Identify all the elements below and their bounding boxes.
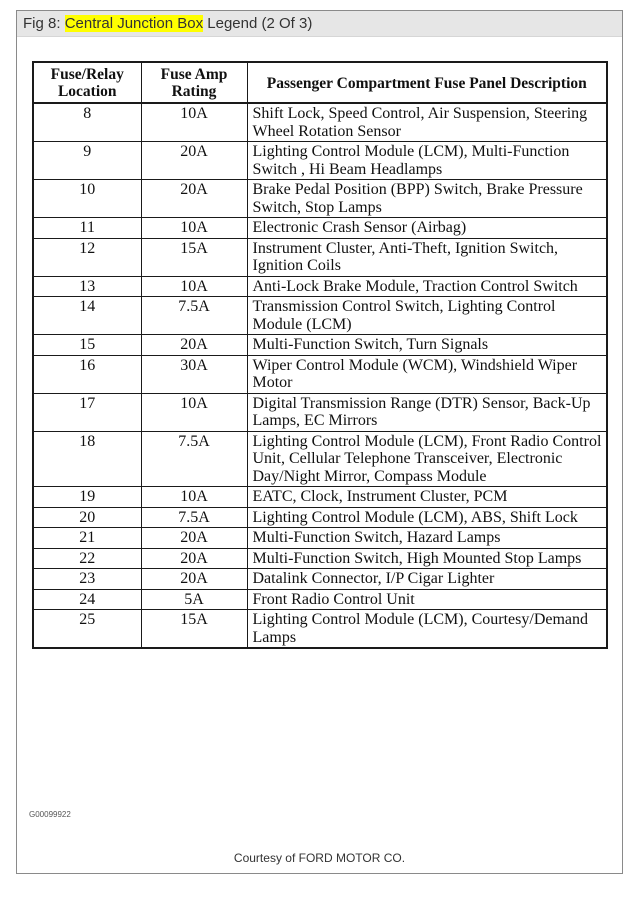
fuse-description-cell: Instrument Cluster, Anti-Theft, Ignition Switch, Ignition Coils [247,238,607,276]
header-rating: Fuse Amp Rating [141,62,247,103]
header-description: Passenger Compartment Fuse Panel Description [247,62,607,103]
fuse-description-cell: Datalink Connector, I/P Cigar Lighter [247,569,607,590]
fuse-location-cell: 11 [33,218,141,239]
fuse-rating-cell: 10A [141,103,247,142]
fuse-location-cell: 8 [33,103,141,142]
fuse-rating-cell: 20A [141,528,247,549]
fuse-legend-table [32,61,608,649]
fuse-rating-cell: 15A [141,238,247,276]
table-row [33,431,607,487]
fuse-location-cell: 21 [33,528,141,549]
fuse-location-cell: 16 [33,355,141,393]
table-header-row [33,62,607,103]
table-row [33,180,607,218]
caption-suffix: Legend (2 Of 3) [203,15,313,32]
fuse-description-cell: EATC, Clock, Instrument Cluster, PCM [247,487,607,508]
fuse-rating-cell: 10A [141,487,247,508]
fuse-location-cell: 22 [33,548,141,569]
fuse-rating-cell: 20A [141,569,247,590]
fuse-rating-cell: 7.5A [141,431,247,487]
fuse-rating-cell: 5A [141,589,247,610]
fuse-rating-cell: 15A [141,610,247,649]
fuse-description-cell: Multi-Function Switch, Hazard Lamps [247,528,607,549]
table-row [33,218,607,239]
fuse-rating-cell: 20A [141,142,247,180]
fuse-location-cell: 15 [33,335,141,356]
figure-frame [16,10,623,874]
fuse-location-cell: 20 [33,507,141,528]
fuse-location-cell: 19 [33,487,141,508]
fuse-description-cell: Shift Lock, Speed Control, Air Suspension, Steering Wheel Rotation Sensor [247,103,607,142]
fuse-description-cell: Digital Transmission Range (DTR) Sensor, Back-Up Lamps, EC Mirrors [247,393,607,431]
fuse-location-cell: 23 [33,569,141,590]
fuse-location-cell: 13 [33,276,141,297]
fuse-description-cell: Multi-Function Switch, Turn Signals [247,335,607,356]
fuse-rating-cell: 7.5A [141,507,247,528]
table-row [33,589,607,610]
table-row [33,355,607,393]
fuse-description-cell: Lighting Control Module (LCM), ABS, Shift Lock [247,507,607,528]
fuse-rating-cell: 30A [141,355,247,393]
fuse-rating-cell: 20A [141,180,247,218]
table-row [33,297,607,335]
fuse-location-cell: 25 [33,610,141,649]
table-row [33,393,607,431]
table-row [33,276,607,297]
fuse-description-cell: Multi-Function Switch, High Mounted Stop Lamps [247,548,607,569]
fuse-location-cell: 17 [33,393,141,431]
table-row [33,335,607,356]
table-row [33,238,607,276]
fuse-rating-cell: 10A [141,218,247,239]
fuse-description-cell: Brake Pedal Position (BPP) Switch, Brake Pressure Switch, Stop Lamps [247,180,607,218]
table-body [33,103,607,648]
fuse-description-cell: Lighting Control Module (LCM), Front Radio Control Unit, Cellular Telephone Transceiver, Electronic Day/Night Mirror, Compass Module [247,431,607,487]
fuse-description-cell: Lighting Control Module (LCM), Courtesy/Demand Lamps [247,610,607,649]
fuse-description-cell: Lighting Control Module (LCM), Multi-Function Switch , Hi Beam Headlamps [247,142,607,180]
caption-prefix: Fig 8: [23,15,65,32]
fuse-description-cell: Electronic Crash Sensor (Airbag) [247,218,607,239]
header-location: Fuse/Relay Location [33,62,141,103]
fuse-description-cell: Anti-Lock Brake Module, Traction Control Switch [247,276,607,297]
fuse-description-cell: Transmission Control Switch, Lighting Control Module (LCM) [247,297,607,335]
fuse-rating-cell: 10A [141,276,247,297]
fuse-rating-cell: 20A [141,548,247,569]
fuse-description-cell: Wiper Control Module (WCM), Windshield Wiper Motor [247,355,607,393]
fuse-location-cell: 9 [33,142,141,180]
courtesy-credit: Courtesy of FORD MOTOR CO. [233,851,406,865]
caption-highlight: Central Junction Box [64,15,204,32]
table-row [33,569,607,590]
fuse-description-cell: Front Radio Control Unit [247,589,607,610]
figure-code: G00099922 [29,810,71,819]
table-row [33,548,607,569]
fuse-location-cell: 18 [33,431,141,487]
fuse-rating-cell: 7.5A [141,297,247,335]
table-row [33,610,607,649]
fuse-location-cell: 14 [33,297,141,335]
table-row [33,528,607,549]
fuse-location-cell: 10 [33,180,141,218]
fuse-rating-cell: 20A [141,335,247,356]
table-row [33,487,607,508]
table-row [33,507,607,528]
fuse-location-cell: 12 [33,238,141,276]
fuse-location-cell: 24 [33,589,141,610]
table-row [33,103,607,142]
fuse-rating-cell: 10A [141,393,247,431]
figure-caption [17,11,622,37]
table-row [33,142,607,180]
